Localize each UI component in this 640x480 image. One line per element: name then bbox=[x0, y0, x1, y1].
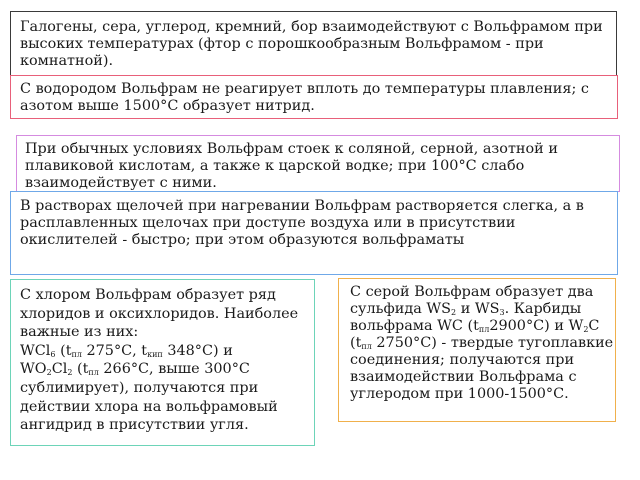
chlorine-intro: С хлором Вольфрам образует ряд хлоридов и оксихлоридов. Наиболее важные из них: bbox=[20, 287, 299, 341]
wcl6-formula: WCl$_6$ bbox=[20, 342, 56, 359]
hydrogen-text: С водородом Вольфрам не реагирует вплоть до температуры плавления; с азотом выше 1500°С образует нитрид. bbox=[20, 81, 589, 114]
alkali-text: В растворах щелочей при нагревании Вольфрам растворяется слегка, а в расплавленных щелочах при доступе воздуха или в присутствии окислителей - быстро; при этом образуются вольфраматы bbox=[20, 198, 584, 248]
sulfur-carbide-box: С серой Вольфрам образует два сульфида $WS_2$ и $WS_3$. Карбиды вольфрама WC $(t_{пл}2900^\circ С)$ и $W_2C$ ($t_{пл}$ 2750°С) - твердые тугоплавкие соединения; получаются при взаимодействии Вольфрама с углеродом при 1000-1500°С. bbox=[338, 278, 616, 422]
alkali-box bbox=[10, 191, 618, 275]
acids-box bbox=[16, 135, 620, 192]
halogens-text: Галогены, сера, углерод, кремний, бор взаимодействуют с Вольфрамом при высоких температурах (фтор с порошкообразным Вольфрамом - при комнатной). bbox=[20, 19, 603, 69]
carbide-text: 2750°С) - твердые тугоплавкие соединения; получаются при взаимодействии Вольфрама с углеродом при 1000-1500°С. bbox=[350, 335, 614, 402]
hydrogen-box bbox=[10, 75, 618, 119]
acids-text: При обычных условиях Вольфрам стоек к соляной, серной, азотной и плавиковой кислотам, а также к царской водке; при 100°С слабо взаимодействует с ними. bbox=[25, 141, 558, 191]
wo2cl2-formula: $WO_2Cl_2$ bbox=[20, 361, 73, 378]
chlorine-box: С хлором Вольфрам образует ряд хлоридов и оксихлоридов. Наиболее важные из них: WCl$_6$ ($t_{пл}$ 275°С, $t_{кип}$ 348°С) и $WO_2Cl_2$ ($t_{пл}$ 266°С, выше 300°С сублимирует), получаются при действии хлора на вольфрамовый ангидрид в присутствии угля. bbox=[10, 279, 315, 446]
sulfur-text: С серой Вольфрам образует два сульфида WS bbox=[350, 284, 594, 317]
halogens-box bbox=[10, 11, 617, 77]
chlorine-rest: 266°С, выше 300°С сублимирует), получаются при действии хлора на вольфрамовый ангидрид в присутствии угля. bbox=[20, 361, 278, 434]
